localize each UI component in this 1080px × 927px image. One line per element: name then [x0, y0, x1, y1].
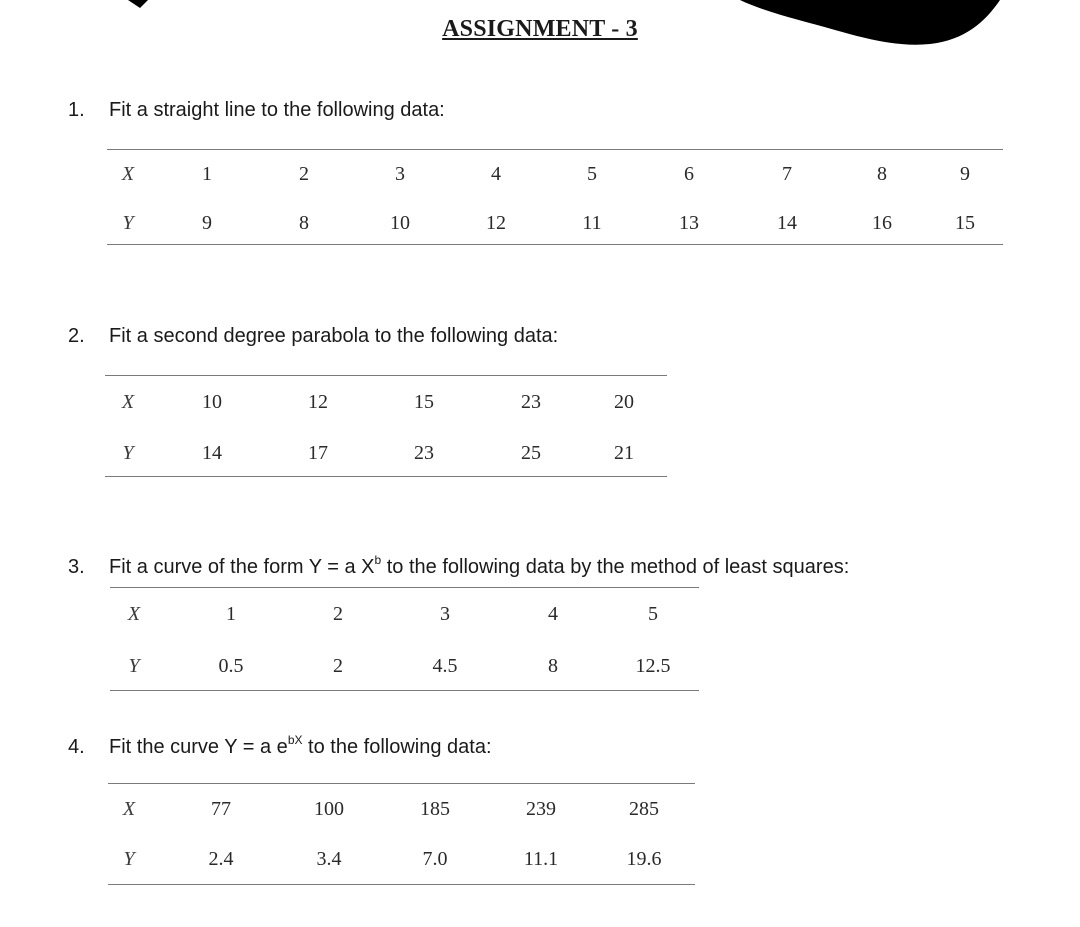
table-bottom-rule [105, 476, 667, 477]
assignment-title: ASSIGNMENT - 3 [442, 16, 638, 42]
y-value: 10 [390, 212, 410, 234]
y-value: 7.0 [422, 848, 448, 870]
x-value: 8 [877, 163, 887, 185]
x-label: X [127, 603, 141, 625]
x-value: 15 [414, 391, 434, 413]
question-number: 4. [68, 736, 85, 758]
x-value: 7 [782, 163, 792, 185]
x-value: 3 [440, 603, 450, 625]
y-value: 8 [299, 212, 309, 234]
table-top-rule [107, 149, 1003, 150]
x-value: 1 [226, 603, 236, 625]
x-label: X [121, 391, 135, 413]
question-text-before: Fit a curve of the form Y = a X [109, 556, 375, 578]
x-value: 285 [629, 798, 659, 820]
x-value: 6 [684, 163, 694, 185]
y-value: 15 [955, 212, 975, 234]
x-value: 100 [314, 798, 344, 820]
y-value: 21 [614, 442, 634, 464]
y-value: 14 [202, 442, 222, 464]
x-value: 23 [521, 391, 541, 413]
x-value: 5 [587, 163, 597, 185]
question-text-after: to the following data by the method of least squares: [381, 556, 850, 578]
y-label: Y [128, 655, 140, 677]
question-text: Fit a second degree parabola to the following data: [109, 325, 559, 347]
table-top-rule [108, 783, 695, 784]
y-value: 16 [872, 212, 892, 234]
y-value: 11 [582, 212, 602, 234]
x-value: 239 [526, 798, 556, 820]
y-value: 2.4 [208, 848, 234, 870]
y-value: 13 [679, 212, 699, 234]
x-value: 9 [960, 163, 970, 185]
x-label: X [122, 798, 136, 820]
y-value: 3.4 [316, 848, 342, 870]
x-value: 5 [648, 603, 658, 625]
table-bottom-rule [110, 690, 699, 691]
table-top-rule [110, 587, 699, 588]
question-text-before: Fit the curve Y = a e [109, 736, 288, 758]
table-top-rule [105, 375, 667, 376]
question-text: Fit a straight line to the following data: [109, 99, 445, 121]
y-value: 14 [777, 212, 797, 234]
question-text [109, 553, 850, 579]
question-text [109, 733, 492, 759]
x-value: 77 [211, 798, 231, 820]
x-label: X [121, 163, 135, 185]
x-value: 4 [548, 603, 558, 625]
question-text-after: to the following data: [302, 736, 492, 758]
exponent: b [374, 553, 382, 567]
question-number: 1. [68, 99, 85, 121]
x-value: 185 [420, 798, 450, 820]
x-value: 1 [202, 163, 212, 185]
y-value: 25 [521, 442, 541, 464]
y-value: 12 [486, 212, 506, 234]
y-value: 23 [414, 442, 434, 464]
y-value: 8 [548, 655, 558, 677]
y-value: 9 [202, 212, 212, 234]
y-label: Y [123, 848, 135, 870]
x-value: 2 [299, 163, 309, 185]
question-number: 3. [68, 556, 85, 578]
table-bottom-rule [107, 244, 1003, 245]
x-value: 4 [491, 163, 501, 185]
y-value: 17 [308, 442, 328, 464]
y-label: Y [122, 212, 134, 234]
x-value: 12 [308, 391, 328, 413]
question-number: 2. [68, 325, 85, 347]
y-value: 12.5 [635, 655, 671, 677]
y-value: 0.5 [218, 655, 244, 677]
x-value: 2 [333, 603, 343, 625]
y-value: 4.5 [432, 655, 458, 677]
y-value: 19.6 [626, 848, 662, 870]
x-value: 3 [395, 163, 405, 185]
y-value: 11.1 [523, 848, 559, 870]
x-value: 10 [202, 391, 222, 413]
table-bottom-rule [108, 884, 695, 885]
x-value: 20 [614, 391, 634, 413]
y-label: Y [122, 442, 134, 464]
y-value: 2 [333, 655, 343, 677]
exponent: bX [287, 733, 303, 747]
